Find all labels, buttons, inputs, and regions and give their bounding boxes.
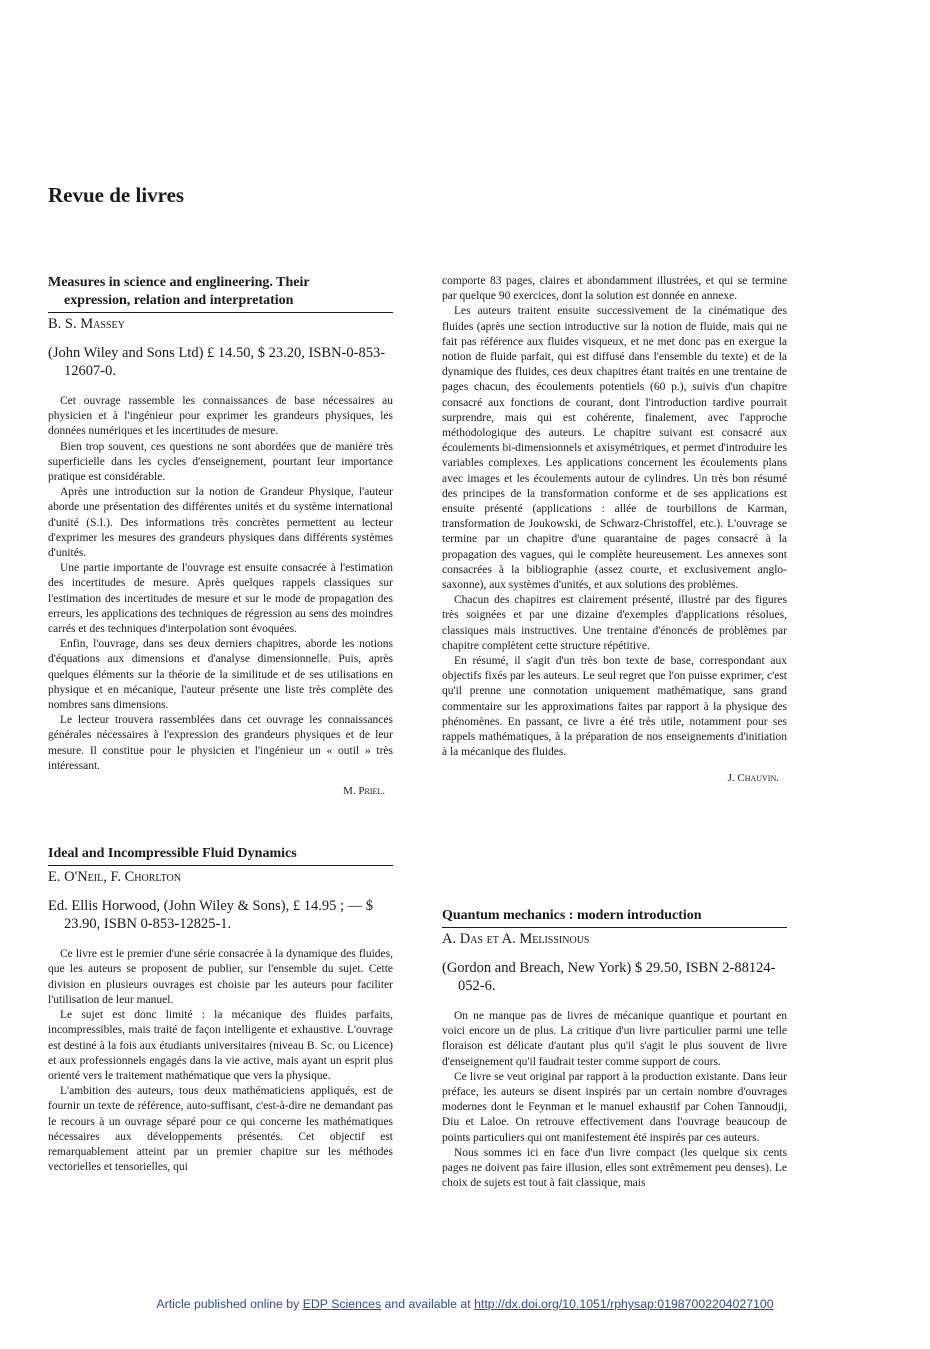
paragraph: Chacun des chapitres est clairement présenté, illustré par des figures très soignées et par une dizaine d'exemples d'applications résolues, classiques mais instructives. Une trentaine d'énoncés de problèmes par chapitre complètent cette structure répétitive. (442, 594, 787, 652)
paragraph: Une partie importante de l'ouvrage est ensuite consacrée à l'estimation des incertitudes de mesure. Après quelques rappels classiques sur l'estimation des incertitudes de mesure et sur le mode de propagation des erreurs, les applications des techniques de régression au sens des moindres carrés et des techniques d'interpolation sont évoquées. (48, 562, 393, 636)
paragraph: En résumé, il s'agit d'un très bon texte de base, correspondant aux objectifs fixés par les auteurs. Le seul regret que l'on puisse exprimer, c'est qu'il prenne une connotation uniquement mathématique, sans grand commentaire sur les approximations faites par rapport à la physique des phénomènes. En passant, ce livre a été très utile, notamment pour ses rappels mathématiques, à la préparation de nos enseignements d'initiation à la mécanique des fluides. (442, 655, 787, 759)
right-column (442, 274, 787, 786)
review-publication: Ed. Ellis Horwood, (John Wiley & Sons), £ 14.95 ; — $ 23.90, ISBN 0-853-12825-1. (48, 898, 373, 933)
paragraph: Le sujet est donc limité : la mécanique des fluides parfaits, incompressibles, mais traité de façon intelligente et exhaustive. L'ouvrage est destiné à la fois aux étudiants universitaires (niveau B. Sc. ou Licence) et aux professionnels engagés dans la vie active, mais ayant un esprit plus orienté vers le traitement mathématique que vers la physique. (48, 1009, 393, 1082)
paragraph: Bien trop souvent, ces questions ne sont abordées que de manière très superficielle dans les cycles d'enseignement, pourtant leur importance pratique est considérable. (48, 440, 393, 484)
paragraph: Ce livre est le premier d'une série consacrée à la dynamique des fluides, que les auteurs se proposent de publier, sur l'ensemble du sujet. Cette division en plusieurs ouvrages est choisie par les auteurs pour faciliter l'utilisation de leur manuel. (48, 948, 393, 1006)
reviewer-signature: J. Chauvin. (727, 771, 779, 784)
review-authors: A. Das et A. Melissinous (442, 931, 590, 947)
paragraph: Nous sommes ici en face d'un livre compact (les quelque six cents pages ne doivent pas faire illusion, elles sont extrêmement peu denses). Le choix de sujets est tout à fait classique, mais (442, 1146, 787, 1190)
publisher-link[interactable]: EDP Sciences (302, 1297, 382, 1311)
paragraph: Cet ouvrage rassemble les connaissances de base nécessaires au physicien et à l'ingénieur pour exprimer les grandeurs physiques, les données numériques et les incertitudes de mesure. (48, 395, 393, 438)
review-title: Ideal and Incompressible Fluid Dynamics (48, 845, 393, 866)
review-title-line1: Measures in science and englineering. Their (48, 275, 310, 290)
paragraph: comporte 83 pages, claires et abondamment illustrées, et qui se termine par quelque 90 exercices, dont la solution est donnée en annexe. (442, 275, 787, 303)
footer-middle: and available at (381, 1297, 475, 1311)
review-authors: E. O'Neil, F. Chorlton (48, 869, 181, 886)
review-title-line2: expression, relation and interpretation (64, 293, 294, 308)
review-fluid-dynamics (48, 845, 393, 1175)
review-title: Quantum mechanics : modern introduction (442, 907, 787, 928)
paragraph: Les auteurs traitent ensuite successivement de la cinématique des fluides (après une section introductive sur la notion de fluide, mais qui ne fait pas référence aux fluides visqueux, et ne met donc pas en exergue la notion de fluide parfait, qui est diffusé dans l'ensemble du texte) et de la dynamique des fluides, ces deux chapitres étant traités en une trentaine de pages chacun, des écoulements potentiels (60 p.), suivis d'un chapitre consacré aux fonctions de courant, dont l'introduction tardive pourrait surprendre, mais qui est cohérente, finalement, avec l'approche méthodologique des auteurs. Le chapitre suivant est consacré aux écoulements bi-dimensionnels et axisymétriques, et permet d'introduire les variables complexes. Les applications concernent les écoulements plans avec images et les écoulements autour de cylindres. Un très bon résumé des principes de la transformation conforme et de ses applications est ensuite présenté (applications : allée de tourbillons de Karman, transformation de Joukowski, de Schwarz-Christoffel, etc.). L'ouvrage se termine par un chapitre d'une quarantaine de pages consacré à la propagation des vagues, qui le complète heureusement. Les annexes sont consacrées à la bibliographie (assez courte, et exclusivement anglo-saxonne), aux systèmes d'unités, et aux solutions des problèmes. (442, 305, 787, 592)
reviewer-signature: M. Priel. (343, 785, 385, 798)
review-quantum-mechanics (442, 907, 787, 1191)
footer (0, 1297, 930, 1311)
review-title (48, 274, 393, 313)
left-column (48, 274, 393, 1175)
paragraph: On ne manque pas de livres de mécanique quantique et pourtant en voici encore un de plus. La critique d'un livre particulier parmi une telle floraison est délicate d'autant plus qu'il s'agit le plus souvent de livre d'enseignement qu'il faudrait tester comme support de cours. (442, 1010, 787, 1068)
page-heading: Revue de livres (48, 183, 185, 207)
footer-prefix: Article published online by (156, 1297, 303, 1311)
paragraph: Après une introduction sur la notion de Grandeur Physique, l'auteur aborde une présentation des différentes unités et du système international d'unité (S.I.). Des informations très concrètes permettent au lecteur d'exprimer les mesures des grandeurs physiques dans différents systèmes d'unités. (48, 486, 393, 560)
review-publication: (John Wiley and Sons Ltd) £ 14.50, $ 23.20, ISBN-0-853-12607-0. (48, 345, 386, 379)
doi-link[interactable]: http://dx.doi.org/10.1051/rphysap:01987002204027100 (474, 1297, 774, 1311)
review-authors: B. S. Massey (48, 316, 125, 332)
paragraph: Enfin, l'ouvrage, dans ses deux derniers chapitres, aborde les notions d'équations aux dimensions et d'analyse dimensionnelle. Puis, après quelques éléments sur la théorie de la similitude et de ses utilisations en physique et en mécanique, l'auteur présente une liste très complète des nombres sans dimensions. (48, 638, 393, 712)
paragraph: Ce livre se veut original par rapport à la production existante. Dans leur préface, les auteurs se disent inspirés par un certain nombre d'ouvrages modernes dont le Feynman et le manuel exhaustif par Cohen Tannoudji, Diu et Laloe. On retrouve effectivement dans l'ouvrage beaucoup de points particuliers qui ont manifestement été inspirés par ces auteurs. (442, 1070, 787, 1144)
paragraph: Le lecteur trouvera rassemblées dans cet ouvrage les connaissances générales nécessaires à l'expression des grandeurs physiques et de leur mesure. Il constitue pour le physicien et l'ingénieur un « outil » très intéressant. (48, 714, 393, 772)
paragraph: L'ambition des auteurs, tous deux mathématiciens appliqués, est de fournir un texte de référence, auto-suffisant, c'est-à-dire ne demandant pas le recours à un ouvrage séparé pour ce qui concerne les mathématiques nécessaires aux développements présentés. Cet objectif est remarquablement atteint par un premier chapitre sur les méthodes vectorielles et tensorielles, qui (48, 1085, 393, 1174)
review-measures (48, 274, 393, 799)
review-publication: (Gordon and Breach, New York) $ 29.50, ISBN 2-88124-052-6. (442, 960, 776, 994)
